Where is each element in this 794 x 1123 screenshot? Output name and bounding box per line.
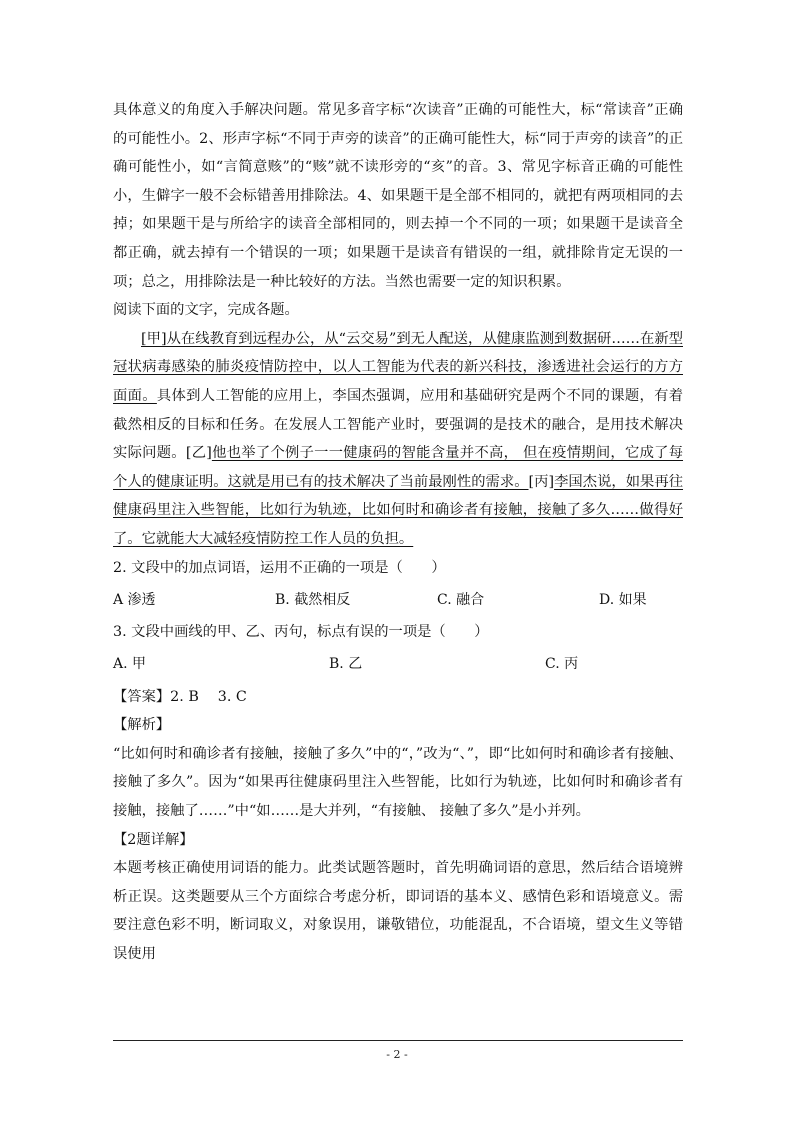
option-b: B. 乙	[329, 656, 363, 673]
option-a: A 渗透	[113, 591, 156, 608]
question-2-options	[113, 582, 683, 618]
footer-divider	[113, 1040, 683, 1041]
analysis-text: “比如何时和确诊者有接触，接触了多久”中的“，”改为“、”，即“比如何时和确诊者有接触、接触了多久”。因为“如果再往健康码里注入些智能，比如行为轨迹，比如何时和确诊者有接触，接触了……”中“如……是大并列，“有接触、 接触了多久”是小并列。	[113, 745, 683, 820]
reading-passage	[113, 325, 683, 554]
method-paragraph: 具体意义的角度入手解决问题。常见多音字标“次读音”正确的可能性大，标“常读音”正确的可能性小。2、形声字标“不同于声旁的读音”的正确可能性大，标“同于声旁的读音”的正确可能性小，如“言简意赅”的“赅”就不读形旁的“亥”的音。3、常见字标音正确的可能性小，生僻字一般不会标错善用排除法。4、如果题干是全部不相同的，就把有两项相同的去掉；如果题干是与所给字的读音全部相同的，则去掉一个不同的一项；如果题干是读音全都正确，就去掉有一个错误的一项；如果题干是读音有错误的一组，就排除肯定无误的一项；总之，用排除法是一种比较好的方法。当然也需要一定的知识积累。	[113, 102, 683, 290]
question-3-stem: 3. 文段中画线的甲、乙、丙句，标点有误的一项是（ ）	[113, 624, 489, 641]
option-b: B. 截然相反	[275, 591, 351, 608]
question-2-detail-heading: 【2题详解】	[113, 831, 194, 848]
option-c: C. 丙	[545, 656, 579, 673]
answer-line: 【答案】2. B 3. C	[113, 688, 247, 705]
option-c: C. 融合	[437, 591, 485, 608]
question-2-detail-text: 本题考核正确使用词语的能力。此类试题答题时，首先明确词语的意思，然后结合语境辨析正误。这类题要从三个方面综合考虑分析，即词语的基本义、感情色彩和语境意义。需要注意色彩不明，断词取义，对象误用，谦敬错位，功能混乱，不合语境，望文生义等错误使用	[113, 860, 683, 963]
underlined-sentence-jia: [甲]从在线教育到远程办公，从“云交易”到无人配送，从健康监测到数据研……在新型冠状病毒感染的肺炎疫情防控中，以人工智能为代表的新兴科技，渗透进社会运行的方方面面。	[113, 330, 683, 404]
document-body	[113, 96, 683, 969]
option-d: D. 如果	[599, 591, 647, 608]
analysis-heading: 【解析】	[113, 717, 171, 734]
marker-bing: [丙]	[528, 473, 555, 490]
underlined-sentence-bing: 李国杰说，如果再往健康码里注入些智能，比如行为轨迹，比如何时和确诊者有接触，接触了多久……做得好了。它就能大大减轻疫情防控工作人员的负担。	[113, 473, 684, 547]
option-a: A. 甲	[113, 656, 147, 673]
underlined-sentence-yi: 他也举了个例子一一健康码的智能含量并不高， 但在疫情期间，它成了每个人的健康证明。这就是用已有的技术解决了当前最刚性的需求。	[113, 445, 684, 490]
reading-instruction: 阅读下面的文字，完成各题。	[113, 302, 299, 319]
page-number: - 2 -	[386, 1048, 408, 1061]
passage-middle: 具体到人工智能的应用上，李国杰强调，应用和基础研究是两个不同的课题，有着截然相反的目标和任务。在发展人工智能产业时，要强调的是技术的融合，是用技术解决实际问题。[乙]	[113, 387, 683, 462]
question-2-stem: 2. 文段中的加点词语，运用不正确的一项是（ ）	[113, 559, 446, 576]
question-3-options	[113, 647, 683, 683]
